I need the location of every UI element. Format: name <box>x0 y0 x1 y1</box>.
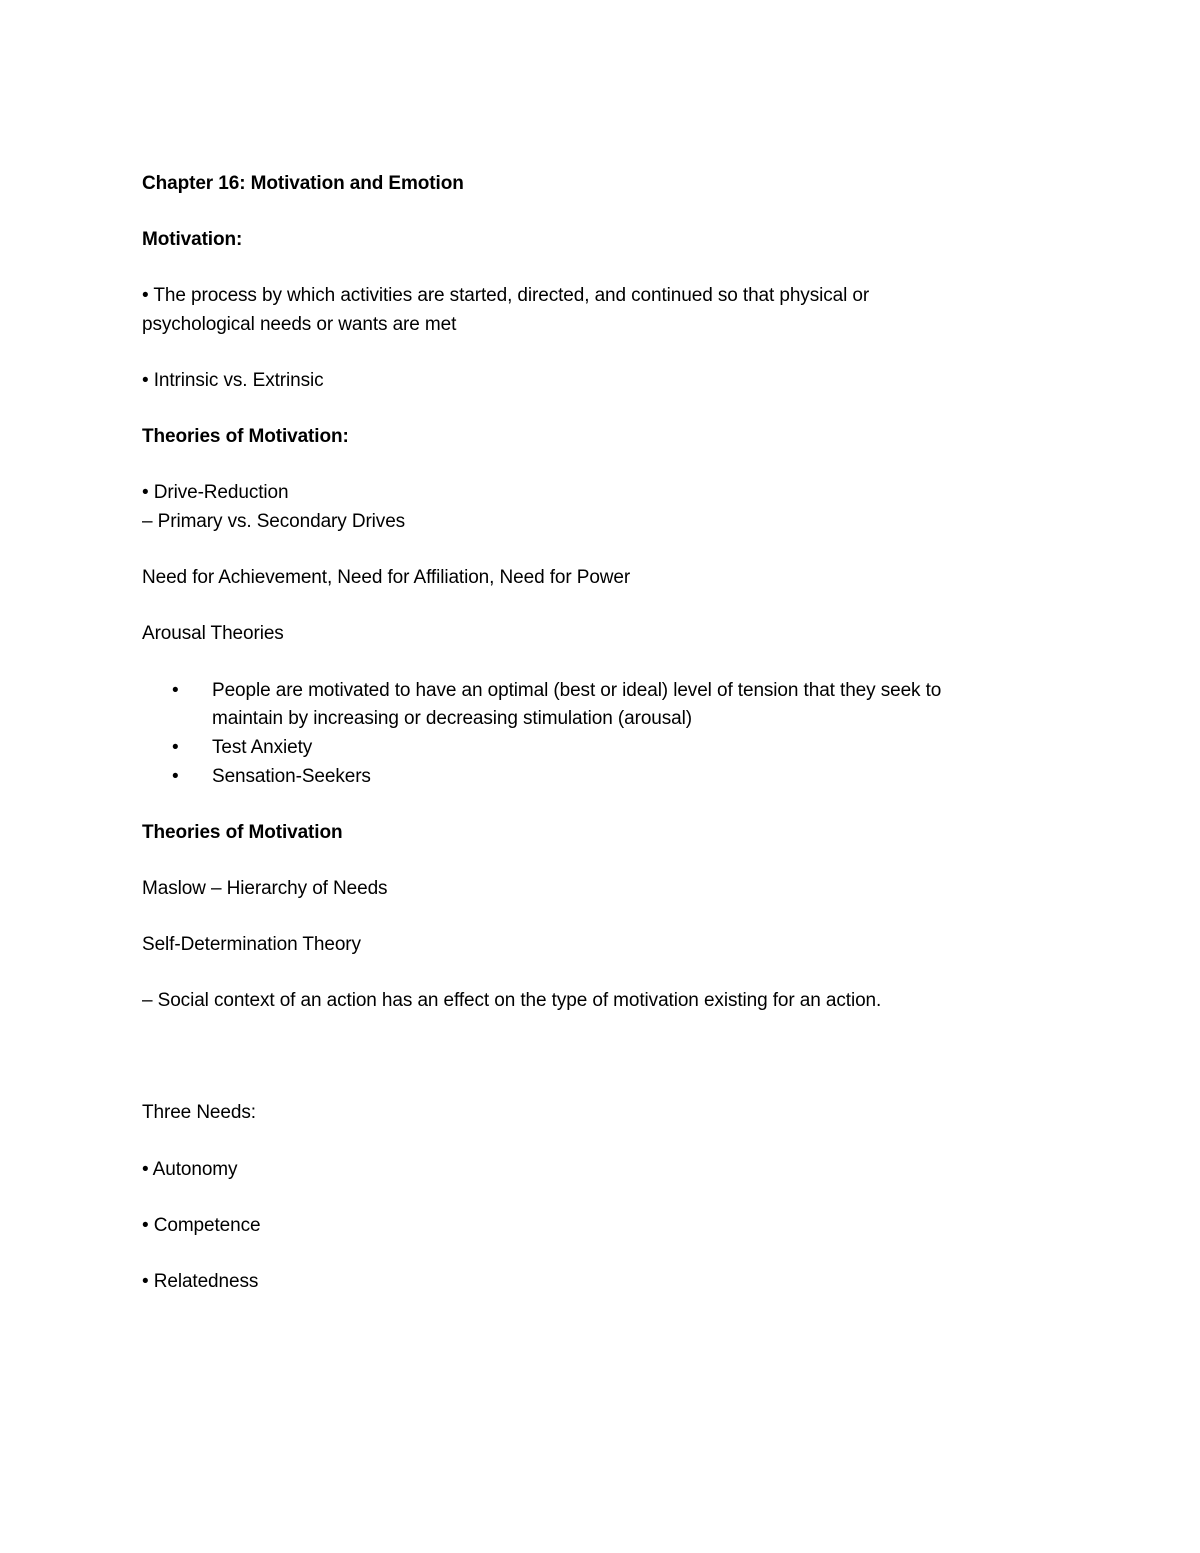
primary-secondary-item: – Primary vs. Secondary Drives <box>142 511 406 532</box>
arousal-item-1-line-2: maintain by increasing or decreasing stimulation (arousal) <box>212 708 692 729</box>
theories-heading-2: Theories of Motivation <box>142 822 343 843</box>
bullet-dot: • <box>172 680 179 701</box>
bullet-dot: • <box>172 737 179 758</box>
motivation-heading: Motivation: <box>142 229 243 250</box>
need-autonomy: • Autonomy <box>142 1159 238 1180</box>
need-competence: • Competence <box>142 1215 261 1236</box>
sdt-line: Self-Determination Theory <box>142 934 361 955</box>
need-relatedness: • Relatedness <box>142 1271 259 1292</box>
arousal-item-3: Sensation-Seekers <box>212 766 371 787</box>
motivation-definition-line-2: psychological needs or wants are met <box>142 314 457 335</box>
sdt-description: – Social context of an action has an effect on the type of motivation existing for an action. <box>142 990 882 1011</box>
needs-line: Need for Achievement, Need for Affiliation, Need for Power <box>142 567 631 588</box>
maslow-line: Maslow – Hierarchy of Needs <box>142 878 388 899</box>
arousal-item-1-line-1: People are motivated to have an optimal (best or ideal) level of tension that they seek to <box>212 680 942 701</box>
chapter-title: Chapter 16: Motivation and Emotion <box>142 173 464 194</box>
arousal-heading: Arousal Theories <box>142 623 284 644</box>
bullet-dot: • <box>172 766 179 787</box>
theories-heading-1: Theories of Motivation: <box>142 426 349 447</box>
intrinsic-extrinsic-item: • Intrinsic vs. Extrinsic <box>142 370 324 391</box>
three-needs-heading: Three Needs: <box>142 1102 256 1123</box>
motivation-definition-line-1: • The process by which activities are started, directed, and continued so that physical or <box>142 285 870 306</box>
arousal-item-2: Test Anxiety <box>212 737 313 758</box>
drive-reduction-item: • Drive-Reduction <box>142 482 289 503</box>
